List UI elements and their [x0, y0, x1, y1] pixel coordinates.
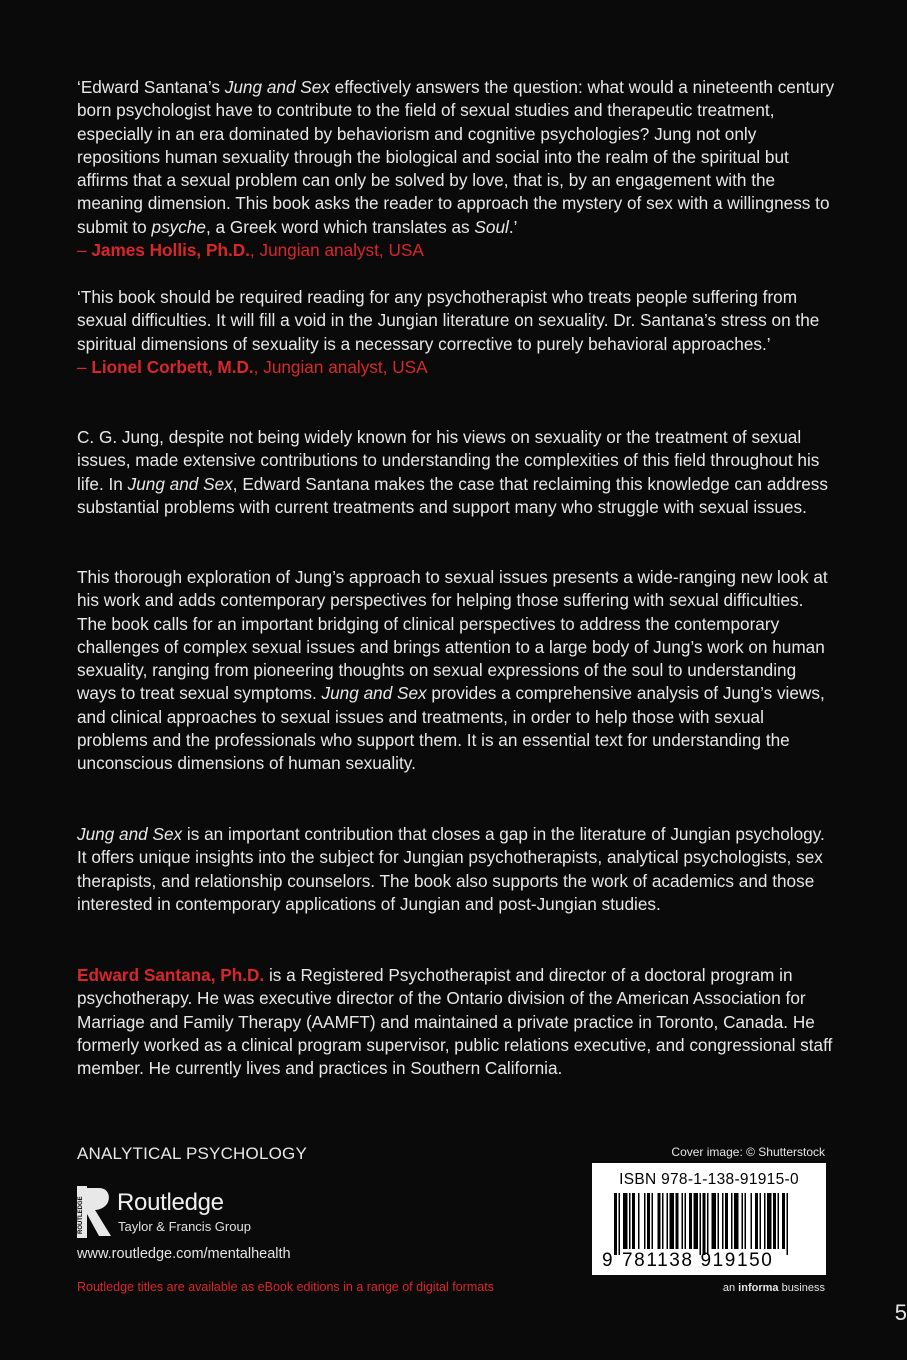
endorser-role: , Jungian analyst, USA	[253, 356, 428, 377]
book-title-italic: Jung and Sex	[321, 683, 427, 704]
italic-word: psyche	[151, 216, 206, 237]
quote-text: , a Greek word which translates as	[205, 216, 475, 237]
book-title-italic: Jung and Sex	[77, 824, 183, 844]
publisher-group: Taylor & Francis Group	[118, 1219, 251, 1234]
publisher-name: Routledge	[117, 1189, 224, 1216]
endorsement-corbett	[77, 286, 837, 379]
barcode-bar	[632, 1193, 635, 1249]
barcode-bar	[647, 1193, 650, 1249]
text-run: , Edward Santana makes the case that reclaiming this knowledge can address substantial problems with current treatments and support many who struggle with sexual issues.	[77, 473, 828, 517]
barcode-bar	[742, 1193, 744, 1249]
logo-side-text: ROUTLEDGE	[78, 1196, 84, 1234]
quote-text: .’	[508, 216, 518, 237]
endorser-role: , Jungian analyst, USA	[249, 240, 424, 261]
edge-mark: 5	[894, 1300, 907, 1325]
barcode-bar	[773, 1193, 776, 1249]
author-bio-text	[77, 964, 837, 1080]
bio-text: is a Registered Psychotherapist and director of a doctoral program in psychotherapy. He was executive director of the Ontario division of the American Association for Marriage and Family Therapy (AAMFT) and maintained a private practice in Toronto, Canada. He formerly worked as a clinical program supervisor, public relations executive, and congressional staff member. He currently lives and practices in Southern California.	[77, 965, 833, 1079]
barcode-bar	[700, 1193, 702, 1255]
barcode-bar	[662, 1193, 664, 1249]
endorser-name: James Hollis, Ph.D.	[91, 240, 250, 261]
barcode-bar	[764, 1193, 766, 1249]
barcode-bar	[694, 1193, 699, 1249]
endorsement-hollis	[77, 76, 837, 262]
author-bio	[77, 964, 837, 1080]
description-paragraph-2	[77, 566, 837, 776]
barcode-bar	[778, 1193, 780, 1249]
barcode-first-digit: 9	[602, 1250, 613, 1271]
ebook-note: Routledge titles are available as eBook editions in a range of digital formats	[77, 1280, 494, 1294]
barcode-bar	[767, 1193, 772, 1249]
barcode-digits: 781138 919150	[622, 1250, 774, 1271]
paragraph-text	[77, 426, 837, 519]
barcode-bar	[755, 1193, 758, 1249]
barcode-bar	[703, 1193, 706, 1255]
text-run: provides a comprehensive analysis of Jung’s views, and clinical approaches to sexual issues and treatments, in order to help those with sexual problems and the professionals who support them. It is an essential text for understanding the unconscious dimensions of human sexuality.	[77, 683, 825, 774]
cover-image-credit: Cover image: © Shutterstock	[671, 1145, 825, 1159]
tag-text: an	[722, 1282, 739, 1294]
barcode-bar	[760, 1193, 762, 1249]
barcode-bar	[722, 1193, 724, 1249]
informa-business-tag	[723, 1282, 825, 1294]
publisher-url[interactable]: www.routledge.com/mentalhealth	[77, 1246, 291, 1262]
description-paragraph-1	[77, 426, 837, 519]
barcode-bar	[623, 1193, 628, 1249]
endorser-name: Lionel Corbett, M.D.	[91, 356, 254, 377]
text-run: C. G. Jung, despite not being widely known for his views on sexuality or the treatment of sexual issues, made extensive contributions to understanding the complexities of this field throughout his life. In	[77, 427, 820, 494]
book-title-italic: Jung and Sex	[224, 77, 330, 97]
barcode-bar	[731, 1193, 733, 1249]
quote-text: effectively answers the question: what would a nineteenth century born psychologist have to contribute to the field of sexual studies and therapeutic treatment, especially in an era dominated by behaviorism and cognitive psychologies? Jung not only repositions human sexuality through the biological and social into the realm of the spiritual but affirms that a sexual problem can only be solved by love, that is, by an engagement with the meaning dimension. This book asks the reader to approach the mystery of sex with a willingness to submit to	[77, 77, 835, 237]
barcode-bar	[718, 1193, 720, 1249]
barcode-bar	[652, 1193, 654, 1249]
routledge-r-icon	[77, 1186, 113, 1238]
barcode-bar	[644, 1193, 646, 1249]
barcode-bar	[745, 1193, 747, 1249]
author-name: Edward Santana, Ph.D.	[77, 965, 265, 985]
quote-text: ‘Edward Santana’s	[77, 77, 225, 97]
endorsement-corbett-text: ‘This book should be required reading for any psychotherapist who treats people suffering from sexual difficulties. It will fill a void in the Jungian literature on sexuality. Dr. Santana’s stress on the spiritual dimensions of sexuality is a necessary corrective to purely behavioral approaches.’	[77, 287, 820, 354]
paragraph-text	[77, 823, 837, 916]
isbn-number: ISBN 978-1-138-91915-0	[619, 1171, 799, 1188]
isbn-barcode	[592, 1163, 826, 1275]
barcode-bar	[734, 1193, 739, 1249]
barcode-bar	[685, 1193, 687, 1249]
book-title-italic: Jung and Sex	[127, 473, 233, 494]
barcode-bar	[676, 1193, 679, 1249]
text-run: This thorough exploration of Jung’s approach to sexual issues presents a wide-ranging new look at his work and adds contemporary perspectives for helping those suffering with sexual difficulties. The book calls for an important bridging of clinical perspectives to address the contemporary challenges of complex sexual issues and brings attention to a large body of Jung’s work on human sexuality, ranging from pioneering thoughts on sexual expressions of the soul to understanding ways to treat sexual symptoms.	[77, 567, 828, 704]
barcode-bar	[712, 1193, 717, 1249]
paragraph-text	[77, 566, 837, 776]
barcode-bar	[707, 1193, 709, 1255]
barcode-bar	[638, 1193, 640, 1249]
barcode-bar	[619, 1193, 621, 1255]
italic-word: Soul	[474, 216, 509, 237]
barcode-bar	[751, 1193, 753, 1249]
barcode-bar	[782, 1193, 785, 1249]
barcode-bar	[725, 1193, 728, 1249]
endorser-attribution	[77, 356, 837, 379]
barcode-bar	[689, 1193, 692, 1249]
subject-category: ANALYTICAL PSYCHOLOGY	[77, 1144, 307, 1163]
barcode-bar	[614, 1193, 617, 1255]
barcode-bar	[658, 1193, 661, 1249]
barcode-bar	[682, 1193, 684, 1249]
barcode-bar	[787, 1193, 789, 1255]
barcode-bar	[667, 1193, 669, 1249]
text-run: is an important contribution that closes a gap in the literature of Jungian psychology. It offers unique insights into the subject for Jungian psychotherapists, analytical psychologists, sex therapists, and relationship counselors. The book also supports the work of academics and those interested in contemporary applications of Jungian and post-Jungian studies.	[77, 824, 825, 914]
endorsement-hollis-text	[77, 76, 837, 239]
barcode-bar	[629, 1193, 631, 1249]
informa-wordmark: informa	[738, 1282, 779, 1294]
tag-text: business	[778, 1282, 825, 1294]
routledge-logo	[77, 1186, 277, 1240]
attribution-dash: –	[77, 356, 92, 377]
attribution-dash: –	[77, 240, 92, 261]
barcode-bar	[670, 1193, 675, 1249]
endorser-attribution	[77, 239, 837, 262]
description-paragraph-3	[77, 823, 837, 916]
